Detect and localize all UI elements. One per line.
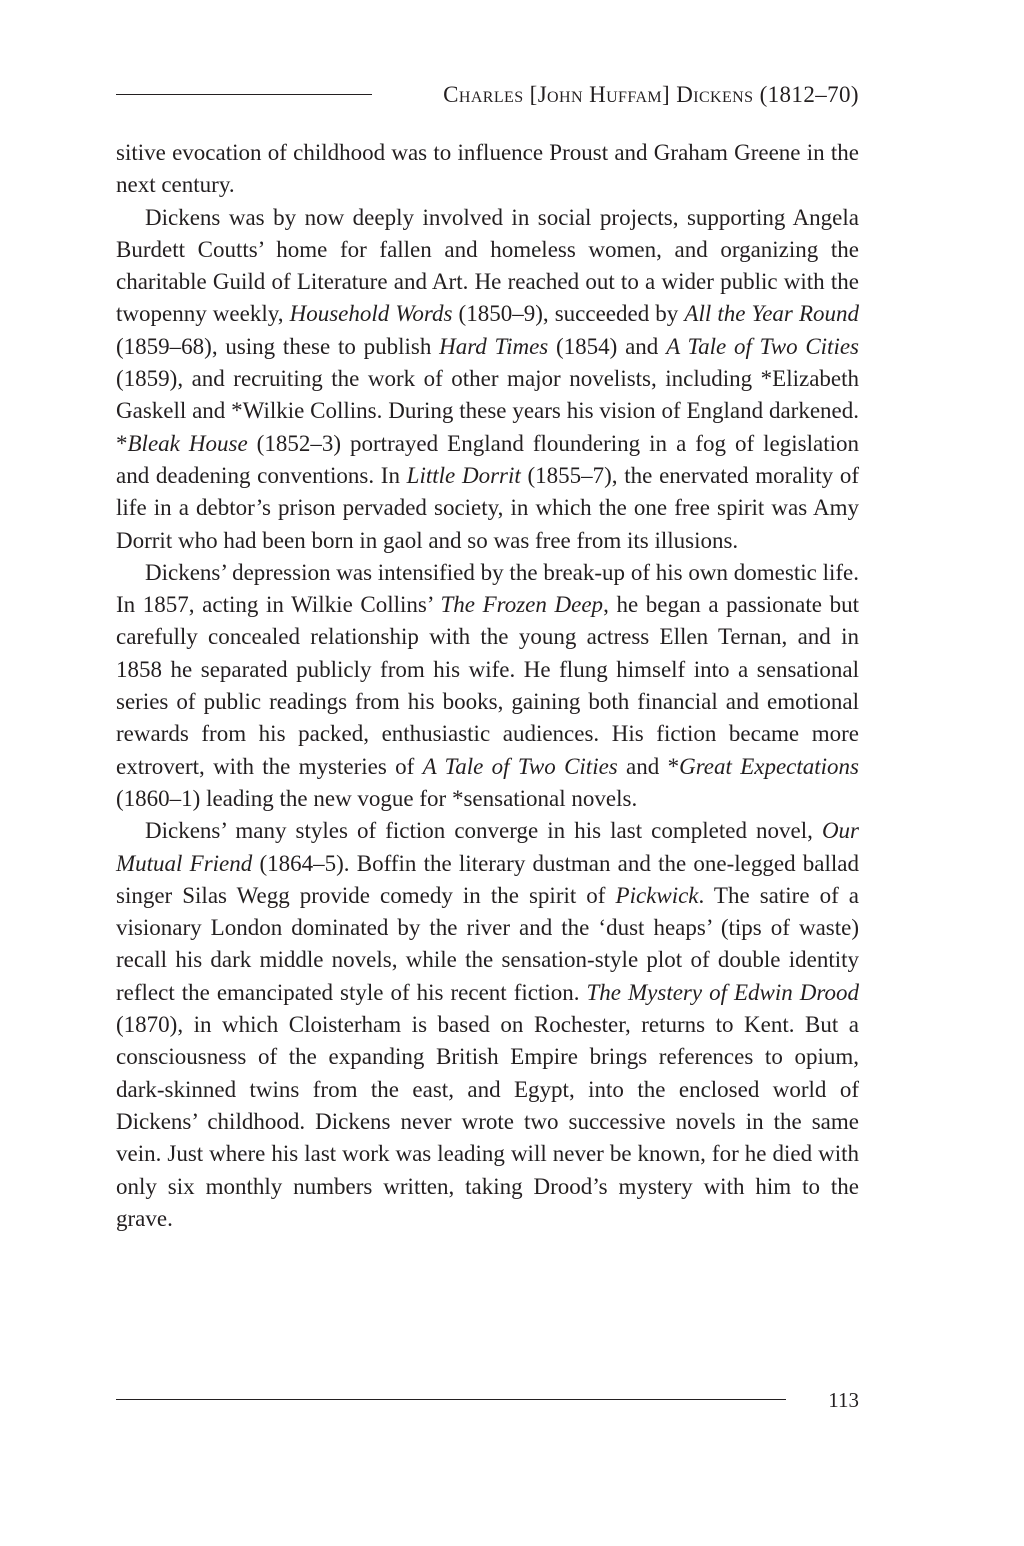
italic-title: The Frozen Deep [440,592,604,618]
italic-title: Little Dorrit [406,462,521,488]
italic-title: A Tale of Two Cities [666,333,859,359]
italic-title: A Tale of Two Cities [422,753,618,779]
italic-title: Household Words [289,301,453,327]
running-head [116,80,859,112]
paragraph: Dickens’ many styles of fiction converge in his last completed novel, Our Mutual Friend (1864–5). Boffin the literary dustman and the one-legged ballad singer Silas Wegg provide comedy in the spirit of Pickwick. The satire of a visionary London dominated by the river and the ‘dust heaps’ (tips of waste) recall his dark middle novels, while the sensation-style plot of double identity reflect the emancipated style of his recent fiction. The Mystery of Edwin Drood (1870), in which Cloisterham is based on Rochester, returns to Kent. But a consciousness of the expanding British Empire brings references to opium, dark-skinned twins from the east, and Egypt, into the enclosed world of Dickens’ childhood. Dickens never wrote two successive novels in the same vein. Just where his last work was leading will never be known, for he died with only six monthly numbers written, taking Drood’s mystery with him to the grave. [116,818,860,1231]
page-footer [116,1386,859,1416]
italic-title: Our Mutual Friend [116,818,859,876]
italic-title: Hard Times [439,333,549,359]
italic-title: All the Year Round [684,301,859,327]
italic-title: The Mystery of Edwin Drood [586,979,859,1005]
running-head-rule [116,94,372,95]
page-number: 113 [828,1388,859,1412]
body-text [116,137,859,1235]
paragraph: Dickens’ depression was intensified by the break-up of his own domestic life. In 1857, acting in Wilkie Collins’ The Frozen Deep, he began a passionate but carefully concealed relationship with the young actress Ellen Ternan, and in 1858 he separated publicly from his wife. He flung himself into a sensational series of public readings from his books, gaining both financial and emotional rewards from his packed, enthusiastic audiences. His fiction became more extrovert, with the mysteries of A Tale of Two Cities and *Great Expectations (1860–1) leading the new vogue for *sensational novels. [116,559,859,811]
paragraph: Dickens was by now deeply involved in social projects, supporting Angela Burdett Coutts’ home for fallen and homeless women, and organizing the charitable Guild of Literature and Art. He reached out to a wider public with the twopenny weekly, Household Words (1850–9), succeeded by All the Year Round (1859–68), using these to publish Hard Times (1854) and A Tale of Two Cities (1859), and recruiting the work of other major novelists, including *Elizabeth Gaskell and *Wilkie Collins. During these years his vision of England darkened. *Bleak House (1852–3) portrayed England floundering in a fog of legislation and deadening conventions. In Little Dorrit (1855–7), the enervated morality of life in a debtor’s prison pervaded society, in which the one free spirit was Amy Dorrit who had been born in gaol and so was free from its illusions. [116,204,859,553]
running-head-title: Charles [John Huffam] Dickens (1812–70) [443,82,859,107]
paragraph: sitive evocation of childhood was to influence Proust and Graham Greene in the next century. [116,140,859,198]
italic-title: Pickwick [615,882,699,908]
italic-title: Bleak House [127,430,248,456]
italic-title: Great Expectations [679,753,859,779]
footer-rule [116,1399,786,1400]
